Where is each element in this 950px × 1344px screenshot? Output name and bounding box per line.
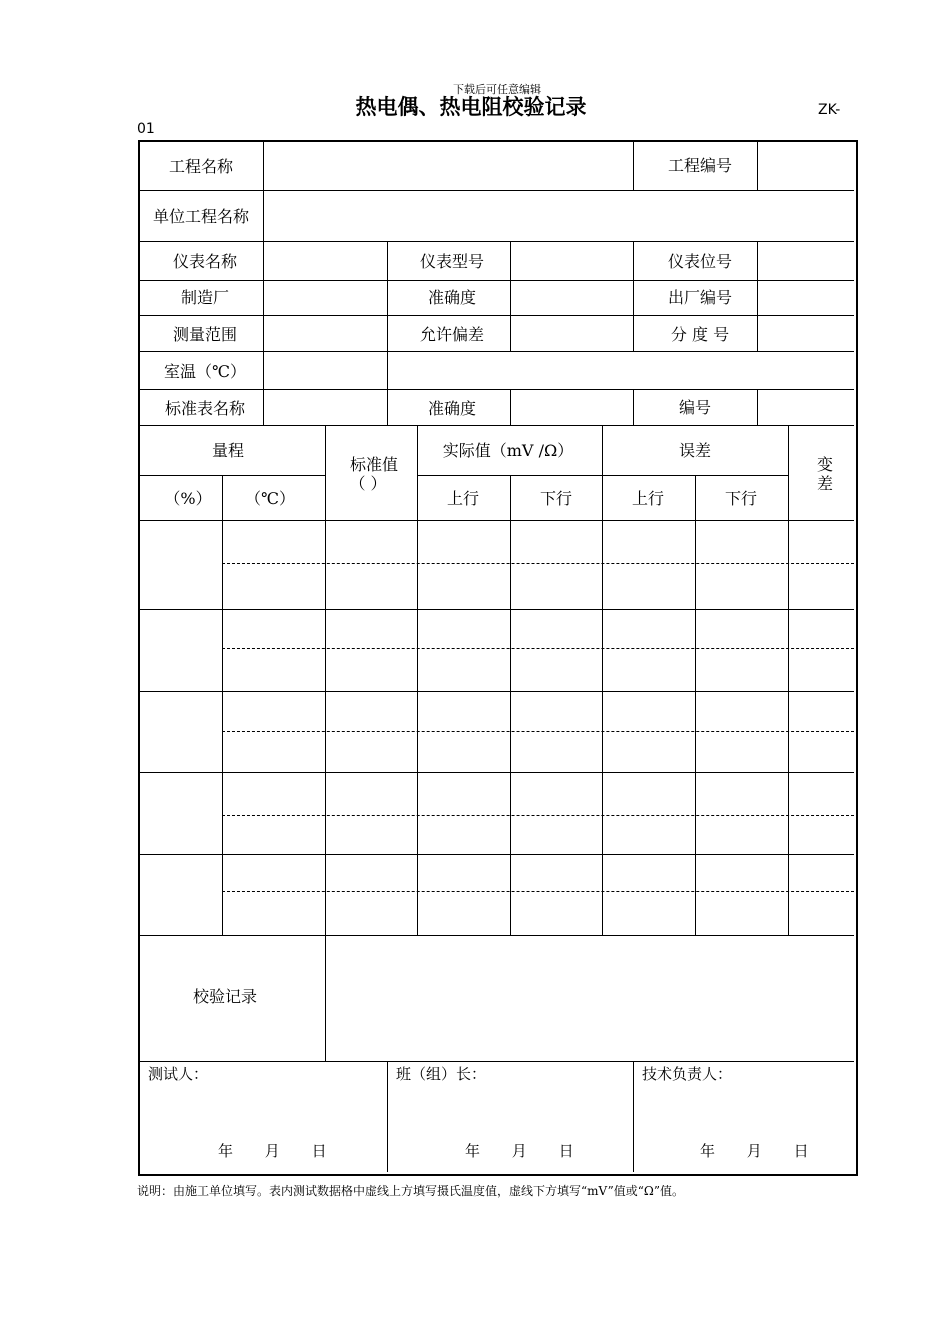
label-unit-project-name: 单位工程名称 bbox=[152, 207, 250, 226]
label-std-accuracy: 准确度 bbox=[427, 399, 477, 418]
download-note: 下载后可任意编辑 bbox=[453, 83, 541, 96]
date-day: 日 bbox=[311, 1142, 327, 1160]
header-error: 误差 bbox=[678, 441, 712, 460]
date-year: 年 bbox=[465, 1142, 481, 1160]
date-tester bbox=[218, 1141, 327, 1161]
form-code-suffix: ZK- bbox=[818, 102, 841, 118]
date-month: 月 bbox=[264, 1142, 280, 1160]
label-serial-no: 出厂编号 bbox=[667, 288, 733, 307]
date-month: 月 bbox=[511, 1142, 527, 1160]
label-room-temp: 室温（℃） bbox=[164, 362, 246, 381]
header-percent: （%） bbox=[164, 489, 212, 508]
header-error-up: 上行 bbox=[631, 489, 665, 508]
header-actual-up: 上行 bbox=[446, 489, 480, 508]
label-standard-name: 标准表名称 bbox=[164, 399, 246, 418]
label-team-leader: 班（组）长： bbox=[396, 1065, 487, 1083]
header-standard-unit: （ ） bbox=[349, 474, 387, 493]
label-manufacturer: 制造厂 bbox=[180, 288, 230, 307]
label-std-no: 编号 bbox=[678, 398, 712, 417]
header-standard-value: 标准值 bbox=[349, 455, 399, 474]
date-year: 年 bbox=[218, 1142, 234, 1160]
footnote: 说明：由施工单位填写。表内测试数据格中虚线上方填写摄氏温度值，虚线下方填写“mV”值或“Ω”值。 bbox=[137, 1184, 684, 1198]
header-actual-value: 实际值（mV /Ω） bbox=[442, 441, 574, 460]
date-day: 日 bbox=[558, 1142, 574, 1160]
page-title: 热电偶、热电阻校验记录 bbox=[355, 95, 587, 119]
label-allowed-deviation: 允许偏差 bbox=[419, 325, 485, 344]
header-error-down: 下行 bbox=[724, 489, 758, 508]
date-day: 日 bbox=[793, 1142, 809, 1160]
label-instrument-name: 仪表名称 bbox=[172, 252, 238, 271]
header-celsius: （℃） bbox=[245, 489, 295, 508]
label-instrument-tag: 仪表位号 bbox=[667, 252, 733, 271]
label-accuracy: 准确度 bbox=[427, 288, 477, 307]
label-project-name: 工程名称 bbox=[168, 157, 234, 176]
date-year: 年 bbox=[700, 1142, 716, 1160]
record-field[interactable] bbox=[326, 938, 854, 1060]
label-instrument-model: 仪表型号 bbox=[419, 252, 485, 271]
date-month: 月 bbox=[746, 1142, 762, 1160]
header-variation-top: 变 bbox=[816, 455, 834, 474]
form-code-prefix: 01 bbox=[137, 121, 155, 137]
date-team-leader bbox=[465, 1141, 574, 1161]
label-tester: 测试人： bbox=[148, 1065, 209, 1083]
label-record: 校验记录 bbox=[192, 987, 258, 1006]
header-actual-down: 下行 bbox=[539, 489, 573, 508]
label-measure-range: 测量范围 bbox=[172, 325, 238, 344]
label-graduation: 分 度 号 bbox=[670, 325, 730, 344]
header-range: 量程 bbox=[211, 441, 245, 460]
date-tech-lead bbox=[700, 1141, 809, 1161]
label-tech-lead: 技术负责人： bbox=[642, 1065, 733, 1083]
label-project-no: 工程编号 bbox=[667, 156, 733, 175]
header-variation-bottom: 差 bbox=[816, 474, 834, 493]
